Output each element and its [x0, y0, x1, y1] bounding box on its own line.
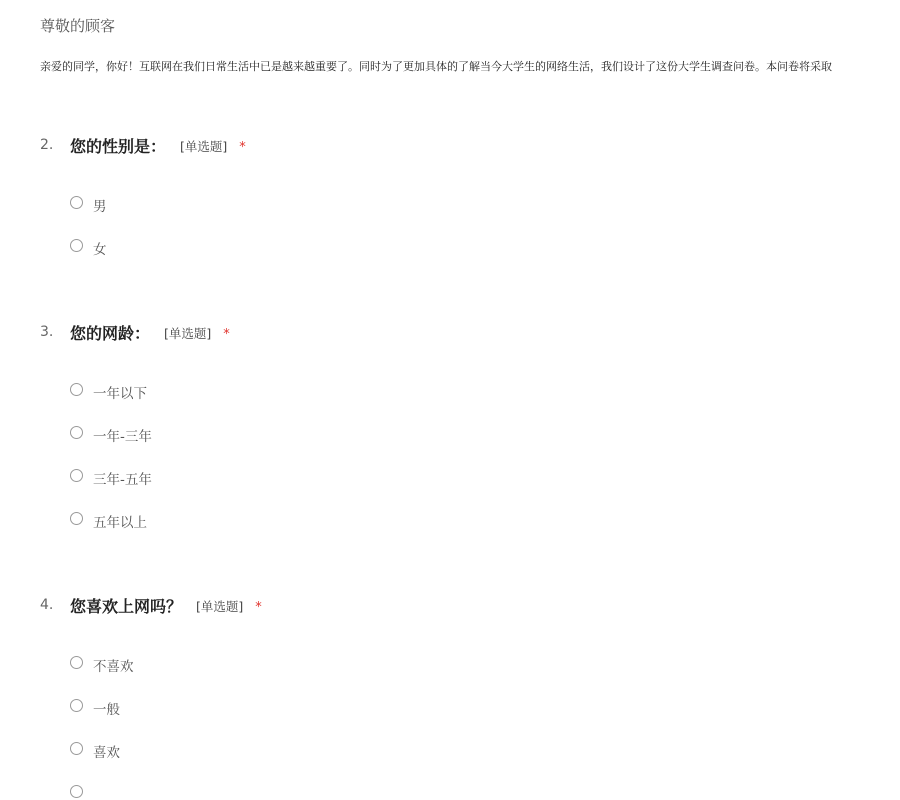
option-label[interactable]: 一般 — [93, 702, 120, 718]
survey-greeting: 尊敬的顾客 — [40, 17, 116, 35]
question-type-label: [单选题] — [180, 139, 228, 154]
option-label[interactable]: 三年-五年 — [93, 472, 152, 488]
radio-unchecked-icon[interactable] — [70, 469, 83, 482]
radio-unchecked-icon[interactable] — [70, 196, 83, 209]
option-neutral[interactable] — [70, 699, 370, 742]
question-header — [40, 594, 880, 618]
option-female[interactable] — [70, 239, 370, 282]
option-label[interactable]: 五年以上 — [93, 515, 147, 531]
radio-unchecked-icon[interactable] — [70, 383, 83, 396]
question-title — [70, 321, 230, 344]
option-label[interactable]: 一年-三年 — [93, 429, 152, 445]
option-like[interactable] — [70, 742, 370, 785]
question-title-text: 您的网龄： — [70, 324, 151, 343]
option-dislike[interactable] — [70, 656, 370, 699]
question-title — [70, 134, 246, 157]
radio-unchecked-icon[interactable] — [70, 785, 83, 798]
question-header — [40, 134, 880, 158]
option-three-to-five-years[interactable] — [70, 469, 370, 512]
option-label[interactable]: 男 — [93, 199, 107, 215]
option-label[interactable]: 女 — [93, 242, 107, 258]
question-number: 4. — [40, 597, 54, 613]
question-number: 2. — [40, 137, 54, 153]
question-title — [70, 594, 262, 617]
radio-unchecked-icon[interactable] — [70, 742, 83, 755]
radio-unchecked-icon[interactable] — [70, 656, 83, 669]
required-marker: * — [239, 140, 246, 155]
options-list — [70, 656, 370, 800]
question-gender — [40, 134, 880, 258]
option-male[interactable] — [70, 196, 370, 239]
option-partial[interactable] — [70, 785, 370, 800]
question-title-text: 您喜欢上网吗？ — [70, 597, 183, 616]
option-label[interactable]: 一年以下 — [93, 386, 147, 402]
options-list — [70, 196, 370, 282]
question-header — [40, 321, 880, 345]
option-over-five-years[interactable] — [70, 512, 370, 555]
required-marker: * — [255, 600, 262, 615]
option-under-one-year[interactable] — [70, 383, 370, 426]
question-internet-age — [40, 321, 880, 531]
radio-unchecked-icon[interactable] — [70, 699, 83, 712]
radio-unchecked-icon[interactable] — [70, 426, 83, 439]
option-one-to-three-years[interactable] — [70, 426, 370, 469]
question-type-label: [单选题] — [164, 326, 212, 341]
question-type-label: [单选题] — [196, 599, 244, 614]
question-like-internet — [40, 594, 880, 761]
radio-unchecked-icon[interactable] — [70, 239, 83, 252]
question-number: 3. — [40, 324, 54, 340]
survey-intro: 亲爱的同学，你好！互联网在我们日常生活中已是越来越重要了。同时为了更加具体的了解当今大学生的网络生活，我们设计了这份大学生调查问卷。本问卷将采取 — [40, 60, 832, 73]
option-label[interactable]: 不喜欢 — [93, 659, 134, 675]
required-marker: * — [223, 327, 230, 342]
radio-unchecked-icon[interactable] — [70, 512, 83, 525]
question-title-text: 您的性别是： — [70, 137, 167, 156]
option-label[interactable]: 喜欢 — [93, 745, 120, 761]
options-list — [70, 383, 370, 555]
